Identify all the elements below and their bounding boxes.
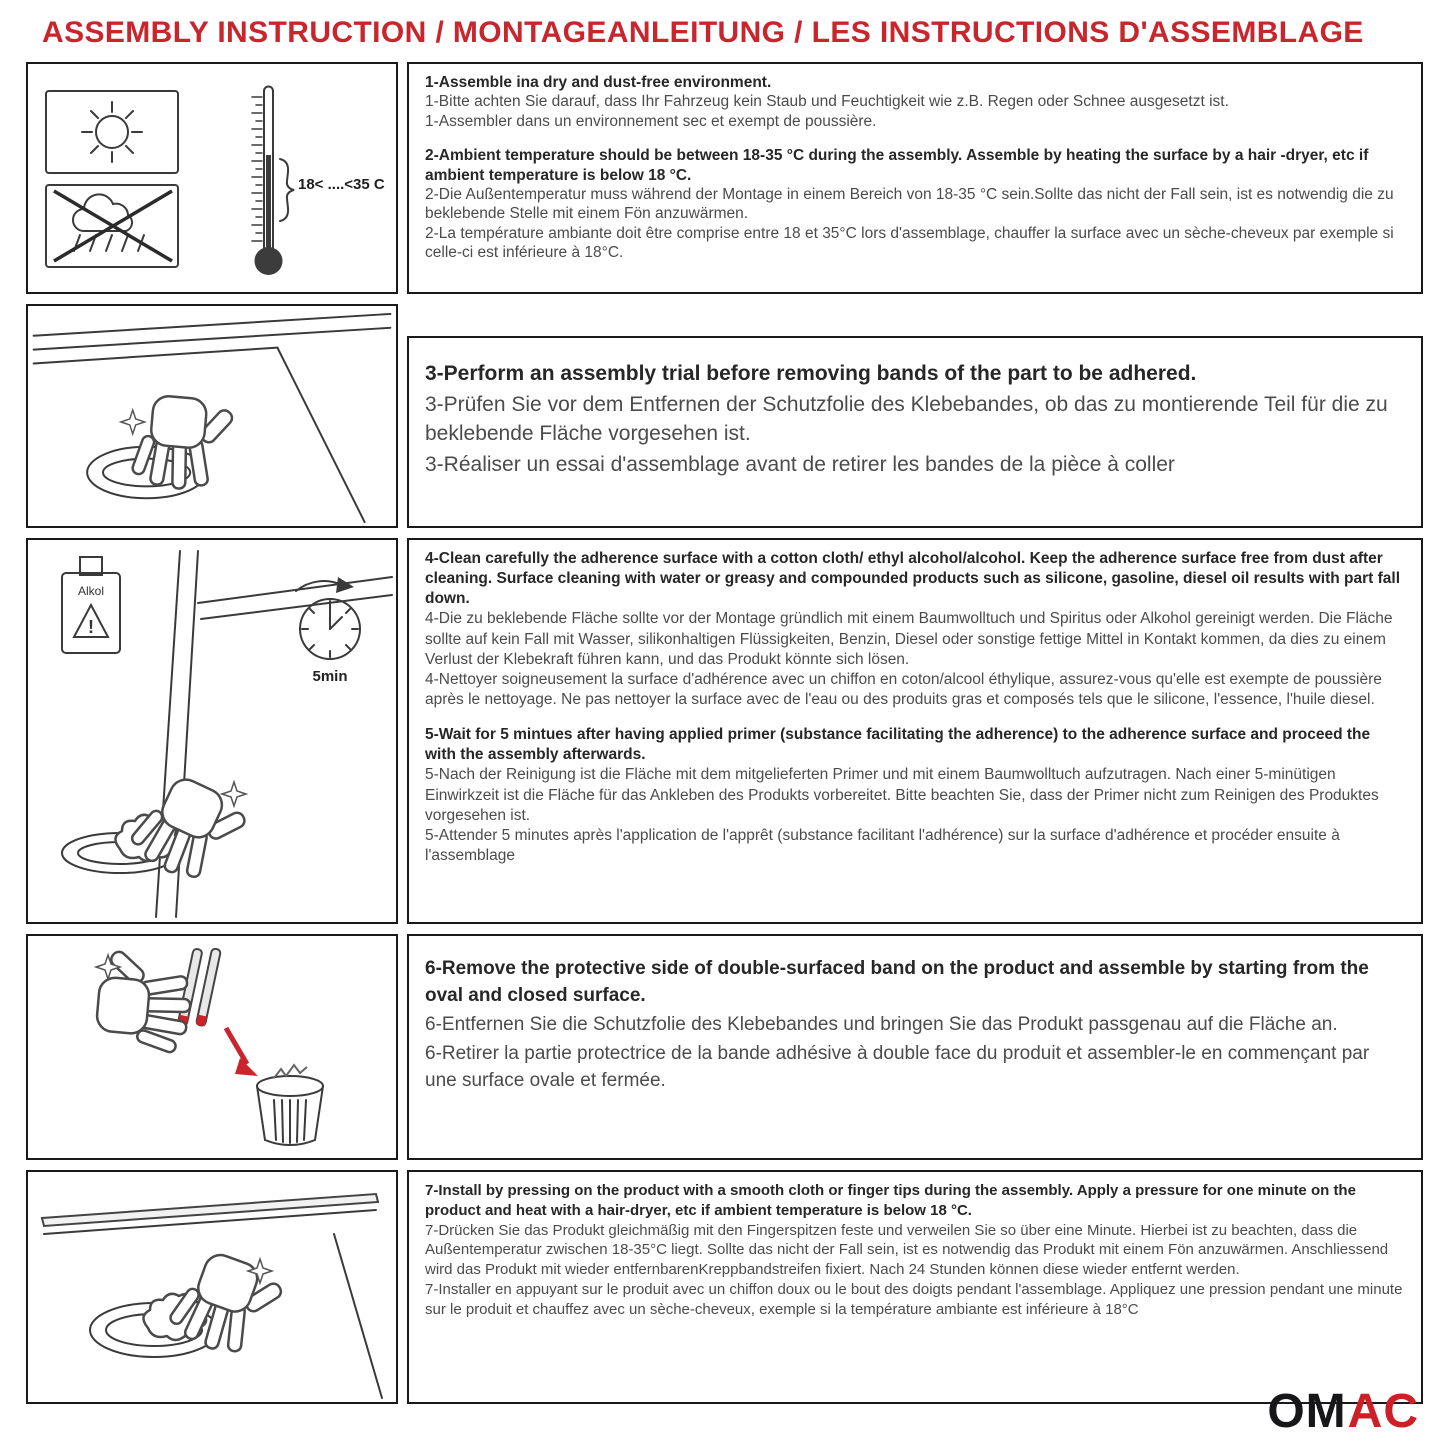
step5-fr: 5-Attender 5 minutes après l'application de l'apprêt (substance facilitant l'adhérence) sur la surface d'adhérence et procéder ensuite à l'assemblage [425, 826, 1340, 864]
press-drawing [28, 1172, 396, 1402]
step4-en: 4-Clean carefully the adherence surface with a cotton cloth/ ethyl alcohol/alcohol. Keep the adherence surface free from dust after cleaning. Surface cleaning with water or greasy and compounded products such as silicone, gasoline, diesel oil results with part fall down. [425, 550, 1401, 608]
step1-en: 1-Assemble ina dry and dust-free environment. [425, 74, 772, 91]
text-step-7 [407, 1170, 1423, 1404]
step6-de: 6-Entfernen Sie die Schutzfolie des Klebebandes und bringen Sie das Produkt passgenau auf die Fläche an. [425, 1013, 1338, 1035]
illustration-remove-band [26, 934, 398, 1160]
trash-can-icon [257, 1065, 323, 1145]
assembly-trial-drawing [28, 306, 396, 526]
clock-label: 5min [312, 668, 348, 685]
spacer [425, 710, 1405, 725]
thermometer-bulb [255, 247, 283, 275]
text-step-3 [407, 336, 1423, 528]
sparkle-icon [121, 410, 145, 434]
brace-icon [280, 159, 294, 221]
step5-de: 5-Nach der Reinigung ist die Fläche mit dem mitgelieferten Primer und mit einem Baumwolltuch aufzutragen. Nach einer 5-minütigen Einwirkzeit ist die Fläche für das Ankleben des Produkts vorbereitet. Bitte beachten Sie, dass der Primer nicht zum Reinigen des Produktes vorgesehen ist. [425, 766, 1379, 824]
logo-text-red: AC [1347, 1385, 1419, 1438]
step6-fr: 6-Retirer la partie protectrice de la bande adhésive à double face du produit et assembler-le en commençant par une surface ovale et fermée. [425, 1042, 1370, 1091]
thermometer-icon [252, 87, 385, 276]
temp-range-label: 18< ....<35 C [298, 176, 385, 193]
step2-fr: 2-La température ambiante doit être comprise entre 18 et 35°C lors d'assemblage, chauffer la surface avec un sèche-cheveux par exemple si celle-ci est inférieure à 18°C. [425, 224, 1394, 261]
alcohol-bottle-icon [62, 557, 120, 653]
text-step-6 [407, 934, 1423, 1160]
remove-band-drawing [28, 936, 396, 1158]
step3-en: 3-Perform an assembly trial before removing bands of the part to be adhered. [425, 362, 1197, 385]
step6-en: 6-Remove the protective side of double-surfaced band on the product and assemble by starting from the oval and closed surface. [425, 958, 1369, 1006]
step3-de: 3-Prüfen Sie vor dem Entfernen der Schutzfolie des Klebebandes, ob das zu montierende Teil für die zu beklebende Fläche vorgesehen ist. [425, 392, 1388, 445]
environment-drawing [28, 64, 396, 292]
door-edge-line [334, 1234, 382, 1398]
car-body-lines [34, 314, 391, 522]
step7-de: 7-Drücken Sie das Produkt gleichmäßig mit den Fingerspitzen feste und verweilen Sie so über eine Minute. Hierbei ist zu beachten, dass die Außentemperatur zwischen 18-35°C liegt. Sollte das nicht der Fall sein, ist es notwendig das Produkt mit einem Fön anzuwärmen. Anschliessend wird das Produkt mit wieder entfernbarenKreppbandstreifen fixiert. Nach 24 Stunden können diese wieder entfernt werden. [425, 1221, 1389, 1279]
step4-de: 4-Die zu beklebende Fläche sollte vor der Montage gründlich mit einem Baumwolltuch und Spiritus oder Alkohol gereinigt werden. Die Fläche sollte auf kein Fall mit Wasser, silikonhaltigen Flüssigkeiten, Benzin, Diesel oder sonstige fettige Mittel in Kontakt kommen, da dies zu einem Verlust der Klebekraft führen kann, und das Produkt könnte sich lösen. [425, 610, 1393, 668]
step2-en: 2-Ambient temperature should be between 18-35 °C during the assembly. Assemble by heating the surface by a hair -dryer, etc if ambient temperature is below 18 °C. [425, 147, 1369, 184]
text-steps-1-2 [407, 62, 1423, 294]
section-steps-1-2 [26, 62, 1423, 294]
text-steps-4-5 [407, 538, 1423, 924]
cross-out-icon [54, 191, 172, 261]
sun-icon [82, 102, 142, 162]
illustration-press [26, 1170, 398, 1404]
illustration-environment [26, 62, 398, 294]
mercury-column [266, 155, 271, 251]
step5-en: 5-Wait for 5 mintues after having applied primer (substance facilitating the adherence) to the adherence surface and proceed the with the assembly afterwards. [425, 726, 1371, 764]
step3-fr: 3-Réaliser un essai d'assemblage avant de retirer les bandes de la pièce à coller [425, 452, 1175, 476]
clock-icon [296, 577, 360, 685]
red-arrow-icon [226, 1028, 258, 1076]
arrow-head [336, 577, 354, 593]
step1-fr: 1-Assembler dans un environnement sec et exempt de poussière. [425, 112, 877, 130]
cleaning-drawing [28, 540, 396, 922]
sparkle-icon [222, 782, 246, 806]
section-step-3 [26, 304, 1423, 528]
hand-icon [130, 394, 236, 494]
step1-de: 1-Bitte achten Sie darauf, dass Ihr Fahrzeug kein Staub und Feuchtigkeit wie z.B. Regen oder Schnee ausgesetzt ist. [425, 93, 1229, 111]
step7-en: 7-Install by pressing on the product with a smooth cloth or finger tips during the assembly. Apply a pressure for one minute on the product and heat with a hair-dryer, etc if ambient temperature is below 18 °C. [425, 1182, 1356, 1219]
trim-strip [42, 1194, 378, 1234]
press-hand-icon [164, 1245, 289, 1366]
illustration-assembly-trial [26, 304, 398, 528]
logo-text-black: OM [1267, 1385, 1347, 1438]
section-steps-4-5 [26, 538, 1423, 924]
step4-fr: 4-Nettoyer soigneusement la surface d'adhérence avec un chiffon en coton/alcool éthylique, assurez-vous qu'elle est exempte de poussière après le nettoyage. Ne pas nettoyer la surface avec de l'eau ou des produits gras et composés tels que le silicone, l'essence, l'huile diesel. [425, 670, 1382, 708]
page-title: ASSEMBLY INSTRUCTION / MONTAGEANLEITUNG / LES INSTRUCTIONS D'ASSEMBLAGE [42, 16, 1364, 49]
spacer [425, 131, 1405, 146]
section-step-7 [26, 1170, 1423, 1404]
step7-fr: 7-Installer en appuyant sur le produit avec un chiffon doux ou le bout des doigts pendant l'assemblage. Appliquez une pression pendant une minute sur le produit et chauffez avec un sèche-cheveux, exemple si la température ambiante est inférieure à 18°C [425, 1280, 1403, 1318]
illustration-cleaning [26, 538, 398, 924]
step2-de: 2-Die Außentemperatur muss während der Montage in einem Bereich von 18-35 °C sein.Sollte das nicht der Fall sein, ist es notwendig die zu beklebende Stelle mit einem Fön anzuwärmen. [425, 185, 1394, 223]
bottle-label: Alkol [77, 584, 105, 598]
section-step-6 [26, 934, 1423, 1160]
warning-mark: ! [88, 617, 94, 637]
omac-logo [1267, 1384, 1419, 1439]
